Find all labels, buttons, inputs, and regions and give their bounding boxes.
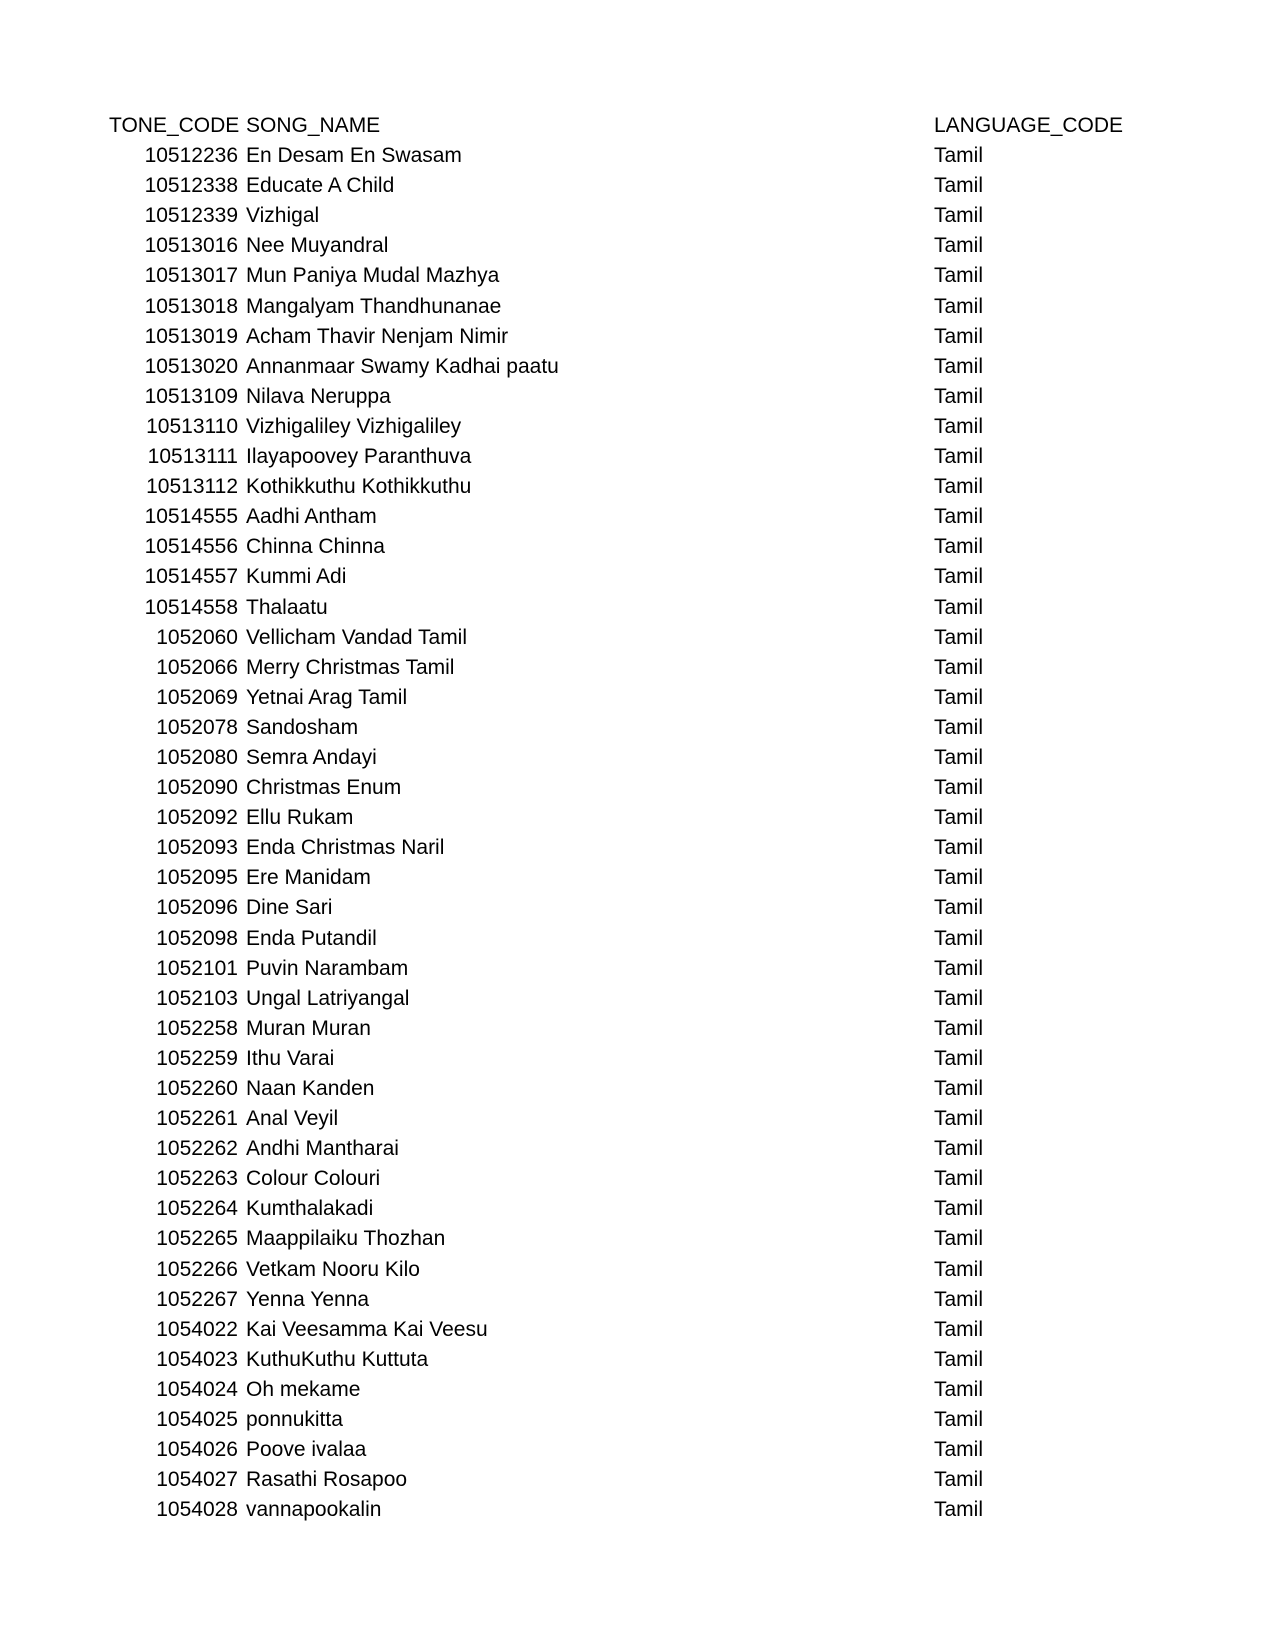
tone-code-cell: 10512338 [144,174,238,198]
table-row [0,1465,1275,1495]
table-row [0,1194,1275,1224]
song-name-cell: Chinna Chinna [246,535,385,559]
song-name-cell: Acham Thavir Nenjam Nimir [246,324,509,348]
table-row [0,683,1275,713]
tone-code-cell: 1052093 [156,836,238,860]
song-name-cell: Vellicham Vandad Tamil [246,625,468,649]
tone-code-cell: 10513018 [144,294,238,318]
table-row [0,623,1275,653]
language-code-cell: Tamil [934,1498,984,1522]
table-row [0,743,1275,773]
tone-code-cell: 1052060 [156,625,238,649]
language-code-cell: Tamil [934,234,984,258]
song-name-cell: Kummi Adi [246,565,347,589]
tone-code-cell: 1052266 [156,1257,238,1281]
language-code-cell: Tamil [934,806,984,830]
table-row [0,1375,1275,1405]
song-name-cell: Ellu Rukam [246,806,354,830]
song-name-cell: Merry Christmas Tamil [246,655,455,679]
table-row [0,1405,1275,1435]
song-name-cell: Annanmaar Swamy Kadhai paatu [246,354,559,378]
language-code-cell: Tamil [934,445,984,469]
song-name-cell: Colour Colouri [246,1167,381,1191]
language-code-cell: Tamil [934,866,984,890]
language-code-cell: Tamil [934,1347,984,1371]
tone-code-cell: 1052258 [156,1016,238,1040]
language-code-cell: Tamil [934,384,984,408]
table-row [0,833,1275,863]
table-row [0,562,1275,592]
language-code-cell: Tamil [934,625,984,649]
tone-code-cell: 10513020 [144,354,238,378]
language-code-cell: Tamil [934,535,984,559]
song-name-cell: Kai Veesamma Kai Veesu [246,1317,488,1341]
song-name-cell: ponnukitta [246,1408,343,1432]
table-body [0,141,1275,1525]
table-row [0,472,1275,502]
tone-code-cell: 1054024 [156,1377,238,1401]
table-row [0,1014,1275,1044]
tone-code-cell: 1052260 [156,1077,238,1100]
table-row [0,442,1275,472]
tone-code-cell: 1052078 [156,715,238,739]
table-row [0,713,1275,743]
language-code-cell: Tamil [934,1077,984,1100]
tone-code-cell: 1052103 [156,986,238,1010]
song-name-cell: Sandosham [246,715,359,739]
table-row [0,231,1275,261]
song-name-cell: Nee Muyandral [246,234,389,258]
tone-code-cell: 10513109 [144,384,238,408]
tone-code-cell: 1052098 [156,926,238,950]
song-table [0,111,1275,1525]
tone-code-cell: 1052264 [156,1197,238,1221]
language-code-cell: Tamil [934,1377,984,1401]
song-name-cell: Muran Muran [246,1016,371,1040]
tone-code-cell: 1054022 [156,1317,238,1341]
tone-code-cell: 1052080 [156,745,238,769]
tone-code-cell: 10512339 [144,204,238,228]
language-code-cell: Tamil [934,414,984,438]
header-language-code: LANGUAGE_CODE [934,114,1124,137]
song-name-cell: Andhi Mantharai [246,1137,399,1161]
tone-code-cell: 1052262 [156,1137,238,1161]
table-row [0,502,1275,532]
language-code-cell: Tamil [934,776,984,800]
table-row [0,1224,1275,1254]
song-name-cell: Ere Manidam [246,866,371,890]
language-code-cell: Tamil [934,1016,984,1040]
table-row [0,171,1275,201]
tone-code-cell: 1054023 [156,1347,238,1371]
song-name-cell: En Desam En Swasam [246,144,462,168]
language-code-cell: Tamil [934,715,984,739]
table-row [0,1285,1275,1315]
header-song-name: SONG_NAME [246,114,381,137]
tone-code-cell: 1054028 [156,1498,238,1522]
tone-code-cell: 1054026 [156,1438,238,1462]
song-name-cell: Maappilaiku Thozhan [246,1227,446,1251]
language-code-cell: Tamil [934,1107,984,1131]
tone-code-cell: 10514558 [144,595,238,619]
tone-code-cell: 1052092 [156,806,238,830]
table-row [0,1074,1275,1104]
table-row [0,201,1275,231]
song-name-cell: Vizhigaliley Vizhigaliley [246,414,462,438]
song-name-cell: Vizhigal [246,204,320,228]
song-name-cell: Enda Christmas Naril [246,836,445,860]
language-code-cell: Tamil [934,1137,984,1161]
song-name-cell: Aadhi Antham [246,505,377,529]
song-name-cell: Ungal Latriyangal [246,986,410,1010]
header-tone-code: TONE_CODE [109,114,240,137]
tone-code-cell: 10514557 [144,565,238,589]
tone-code-cell: 10514555 [144,505,238,529]
language-code-cell: Tamil [934,565,984,589]
tone-code-cell: 1052261 [156,1107,238,1131]
language-code-cell: Tamil [934,505,984,529]
song-name-cell: Enda Putandil [246,926,377,950]
table-row [0,1345,1275,1375]
table-row [0,1044,1275,1074]
tone-code-cell: 10513112 [146,475,238,499]
tone-code-cell: 1052066 [156,655,238,679]
tone-code-cell: 10513110 [146,414,238,438]
table-row [0,1104,1275,1134]
tone-code-cell: 10513019 [144,324,238,348]
language-code-cell: Tamil [934,354,984,378]
tone-code-cell: 10513017 [144,264,238,288]
language-code-cell: Tamil [934,264,984,288]
language-code-cell: Tamil [934,475,984,499]
song-name-cell: Semra Andayi [246,745,377,769]
song-name-cell: Mangalyam Thandhunanae [246,294,502,318]
table-row [0,954,1275,984]
table-row [0,653,1275,683]
language-code-cell: Tamil [934,324,984,348]
language-code-cell: Tamil [934,1197,984,1221]
language-code-cell: Tamil [934,926,984,950]
table-row [0,1164,1275,1194]
song-name-cell: Mun Paniya Mudal Mazhya [246,264,500,288]
tone-code-cell: 1052096 [156,896,238,920]
language-code-cell: Tamil [934,986,984,1010]
table-row [0,1134,1275,1164]
table-row [0,1315,1275,1345]
language-code-cell: Tamil [934,1167,984,1191]
song-name-cell: Yetnai Arag Tamil [246,685,408,709]
song-name-cell: Puvin Narambam [246,956,409,980]
table-row [0,141,1275,171]
language-code-cell: Tamil [934,956,984,980]
table-row [0,924,1275,954]
language-code-cell: Tamil [934,595,984,619]
tone-code-cell: 1052267 [156,1287,238,1311]
table-row [0,412,1275,442]
tone-code-cell: 1054025 [156,1408,238,1432]
table-row [0,593,1275,623]
language-code-cell: Tamil [934,204,984,228]
language-code-cell: Tamil [934,685,984,709]
song-name-cell: Vetkam Nooru Kilo [246,1257,420,1281]
song-name-cell: Poove ivalaa [246,1438,367,1462]
tone-code-cell: 1052095 [156,866,238,890]
table-row [0,984,1275,1014]
song-name-cell: Oh mekame [246,1377,361,1401]
language-code-cell: Tamil [934,896,984,920]
table-row [0,803,1275,833]
language-code-cell: Tamil [934,144,984,168]
song-name-cell: Nilava Neruppa [246,384,391,408]
table-row [0,292,1275,322]
table-row [0,893,1275,923]
table-row [0,1495,1275,1525]
language-code-cell: Tamil [934,1438,984,1462]
tone-code-cell: 1052265 [156,1227,238,1251]
language-code-cell: Tamil [934,1257,984,1281]
song-name-cell: Dine Sari [246,896,333,920]
song-name-cell: Anal Veyil [246,1107,339,1131]
song-name-cell: Educate A Child [246,174,395,198]
language-code-cell: Tamil [934,1287,984,1311]
language-code-cell: Tamil [934,174,984,198]
song-name-cell: Thalaatu [246,595,328,619]
language-code-cell: Tamil [934,1046,984,1070]
table-header [0,111,1275,141]
table-row [0,322,1275,352]
tone-code-cell: 1052090 [156,776,238,800]
song-name-cell: Christmas Enum [246,776,402,800]
song-name-cell: vannapookalin [246,1498,382,1522]
language-code-cell: Tamil [934,836,984,860]
tone-code-cell: 10513111 [147,445,238,469]
language-code-cell: Tamil [934,745,984,769]
table-row [0,382,1275,412]
table-row [0,1255,1275,1285]
language-code-cell: Tamil [934,1468,984,1492]
tone-code-cell: 1052101 [156,956,238,980]
table-row [0,1435,1275,1465]
tone-code-cell: 1052259 [156,1046,238,1070]
song-name-cell: Ilayapoovey Paranthuva [246,445,472,469]
song-name-cell: KuthuKuthu Kuttuta [246,1347,429,1371]
song-name-cell: Ithu Varai [246,1046,335,1070]
tone-code-cell: 1052069 [156,685,238,709]
table-row [0,261,1275,291]
language-code-cell: Tamil [934,1227,984,1251]
language-code-cell: Tamil [934,655,984,679]
tone-code-cell: 10513016 [144,234,238,258]
table-row [0,863,1275,893]
tone-code-cell: 10512236 [144,144,238,168]
table-row [0,773,1275,803]
tone-code-cell: 10514556 [144,535,238,559]
tone-code-cell: 1054027 [156,1468,238,1492]
song-name-cell: Rasathi Rosapoo [246,1468,408,1492]
tone-code-cell: 1052263 [156,1167,238,1191]
song-name-cell: Yenna Yenna [246,1287,370,1311]
song-name-cell: Kothikkuthu Kothikkuthu [246,475,472,499]
language-code-cell: Tamil [934,1317,984,1341]
table-row [0,532,1275,562]
song-name-cell: Kumthalakadi [246,1197,374,1221]
language-code-cell: Tamil [934,1408,984,1432]
table-row [0,352,1275,382]
language-code-cell: Tamil [934,294,984,318]
song-name-cell: Naan Kanden [246,1077,375,1100]
